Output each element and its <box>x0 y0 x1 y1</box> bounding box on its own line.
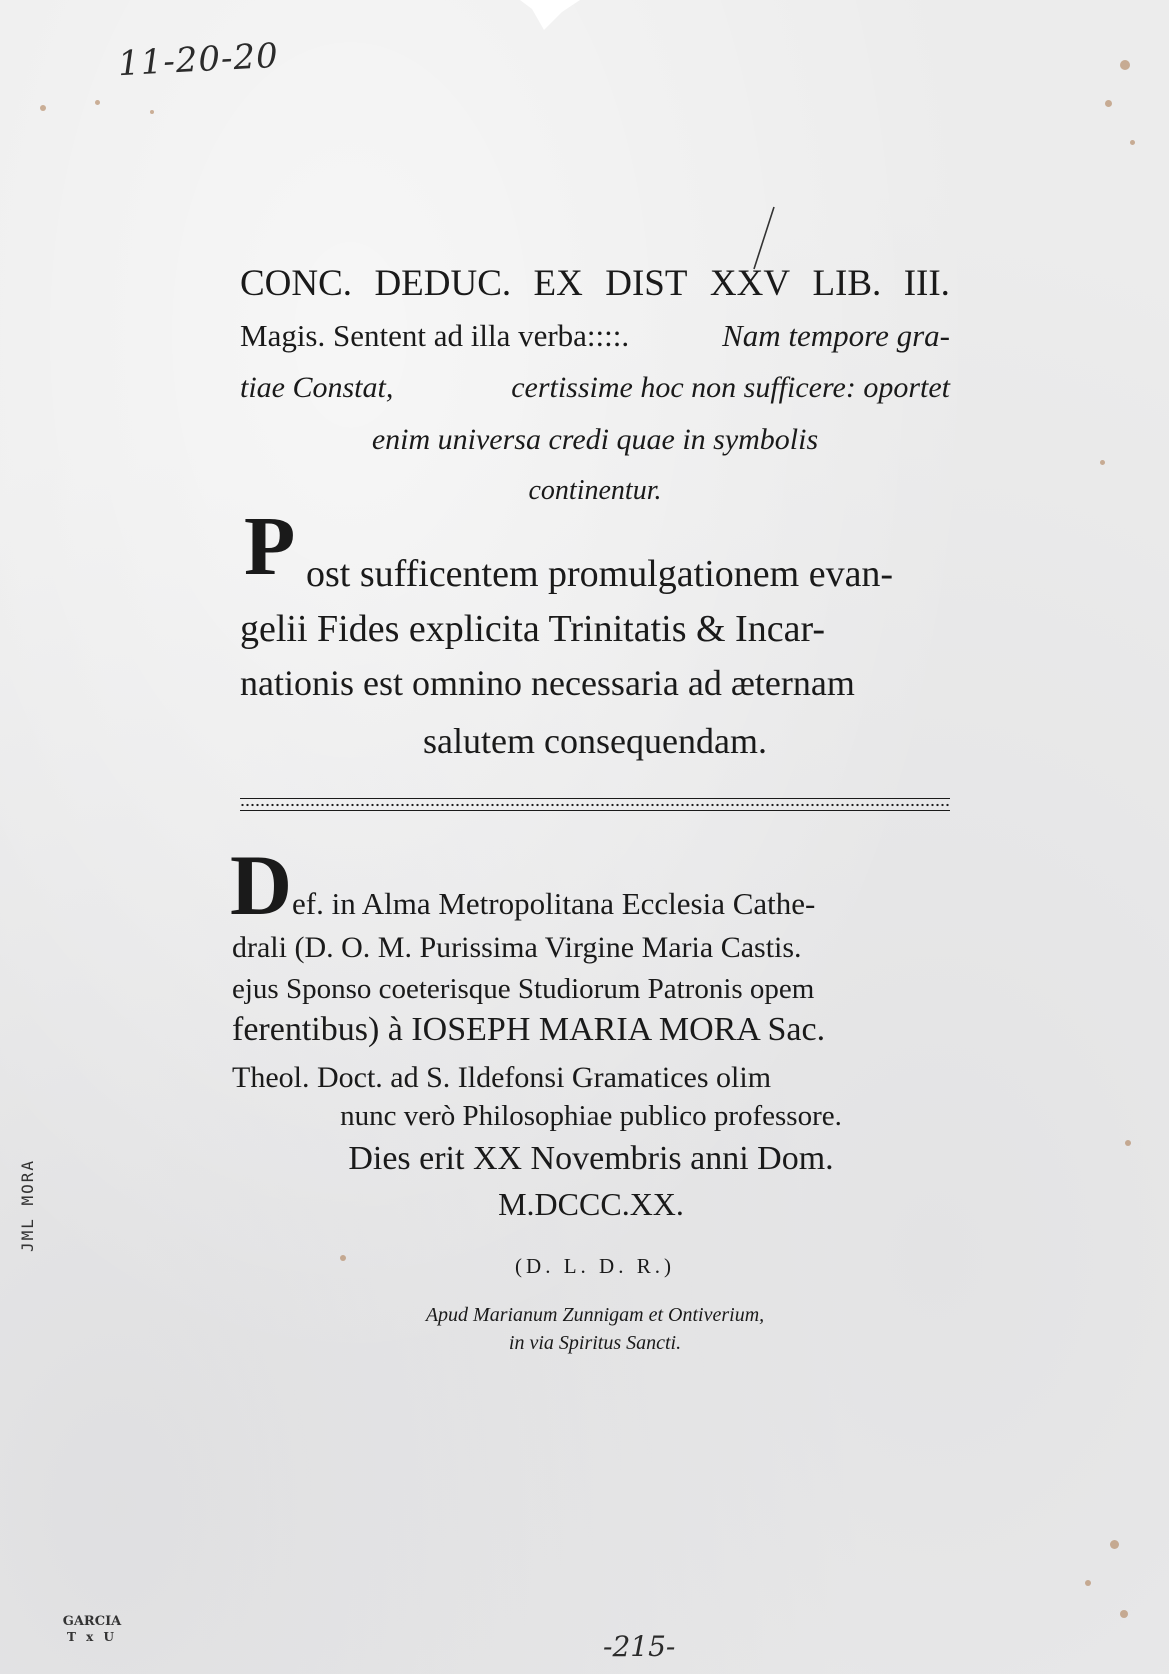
thesis-line-2: gelii Fides explicita Trinitatis & Incar- <box>240 608 825 650</box>
side-stamp <box>13 1150 43 1260</box>
library-stamp-line-1: GARCIA <box>62 1614 122 1629</box>
heading-italic-text: certissime hoc non sufficere: oportet <box>511 371 950 404</box>
dedication-text: (D. L. D. R.) <box>515 1254 675 1278</box>
foxing-spot <box>1120 60 1130 70</box>
foxing-spot <box>95 100 100 105</box>
foxing-spot <box>1085 1580 1091 1586</box>
heading-line-5: continentur. <box>528 475 662 506</box>
foxing-spot <box>1125 1140 1131 1146</box>
defense-line-4: ferentibus) à IOSEPH MARIA MORA Sac. <box>232 1011 826 1048</box>
imprint-line-1: Apud Marianum Zunnigam et Ontiverium, <box>425 1304 765 1326</box>
defense-line-6: nunc verò Philosophiae publico professore. <box>340 1100 842 1132</box>
foxing-spot <box>1120 1610 1128 1618</box>
handwritten-page-number: -215- <box>603 1630 676 1663</box>
library-stamp-line-2: T x U <box>67 1629 117 1644</box>
defense-line-2: drali (D. O. M. Purissima Virgine Maria Castis. <box>232 931 802 964</box>
foxing-spot <box>1100 460 1105 465</box>
foxing-spot <box>1110 1540 1119 1549</box>
heading-word: III. <box>903 263 950 304</box>
rule-line <box>240 810 950 811</box>
heading-word: CONC. <box>240 263 353 304</box>
heading-word: DIST <box>605 263 688 304</box>
defense-line-3: ejus Sponso coeterisque Studiorum Patronis opem <box>232 973 815 1005</box>
foxing-spot <box>150 110 154 114</box>
torn-corner <box>520 0 580 30</box>
heading-line-3 <box>240 373 950 403</box>
rule-line <box>240 798 950 799</box>
heading-line-1 <box>240 265 950 302</box>
foxing-spot <box>40 105 46 111</box>
heading-roman-text: Magis. Sentent ad illa verba::::. <box>240 318 630 353</box>
heading-word: DEDUC. <box>374 263 512 304</box>
defense-line-8: M.DCCC.XX. <box>498 1186 684 1222</box>
heading-word: XXV <box>709 263 791 304</box>
defense-line-7: Dies erit XX Novembris anni Dom. <box>348 1140 834 1177</box>
defense-line-1: ef. in Alma Metropolitana Ecclesia Cathe- <box>292 886 816 921</box>
heading-italic-text: Constat, <box>292 371 394 404</box>
heading-line-4: enim universa credi quae in symbolis <box>371 423 819 456</box>
defense-dropcap: D <box>230 837 293 933</box>
side-stamp-text: JML MORA <box>18 1158 38 1252</box>
ornamental-rule <box>240 798 950 812</box>
rule-dots <box>240 803 950 807</box>
library-stamp <box>52 1614 132 1644</box>
thesis-line-4: salutem consequendam. <box>423 721 767 761</box>
thesis-line-1: ost sufficentem promulgationem evan- <box>306 553 894 595</box>
thesis-line-3: nationis est omnino necessaria ad æternam <box>240 663 855 703</box>
heading-word: EX <box>533 263 583 304</box>
foxing-spot <box>1130 140 1135 145</box>
heading-italic-text: Nam tempore gra- <box>722 318 950 353</box>
heading-word: LIB. <box>812 263 882 304</box>
imprint-line-2: in via Spiritus Sancti. <box>508 1332 682 1354</box>
foxing-spot <box>1105 100 1112 107</box>
defense-line-5: Theol. Doct. ad S. Ildefonsi Gramatices olim <box>232 1061 772 1094</box>
heading-line-2 <box>240 320 950 351</box>
thesis-dropcap: P <box>244 500 296 593</box>
heading-italic-text: tiae <box>240 371 285 404</box>
heading-line3-lead <box>240 373 393 403</box>
handwritten-date-note: 11-20-20 <box>117 35 280 85</box>
